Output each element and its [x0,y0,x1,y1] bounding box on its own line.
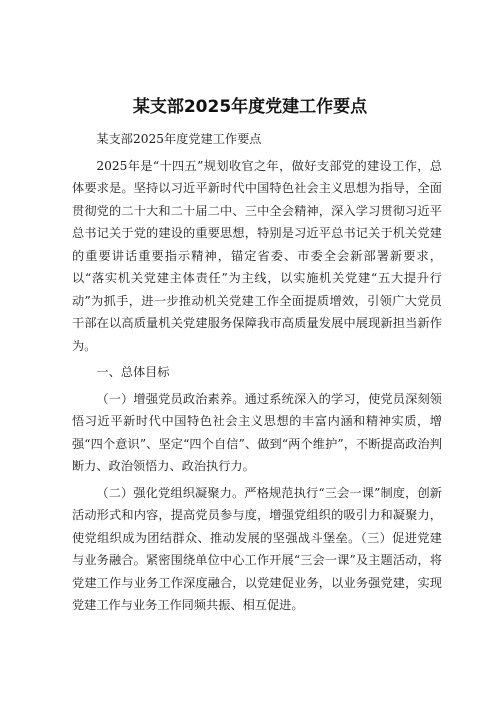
document-body [72,128,442,621]
paragraph-goal-1: （一）增强党员政治素养。通过系统深入的学习，使党员深刻领悟习近平新时代中国特色社会主义思想的丰富内涵和精神实质，增强“四个意识”、坚定“四个自信”、做到“两个维护”，不断提高政治判断力、政治领悟力、政治执行力。 [72,391,442,473]
document-subtitle: 某支部2025年度党建工作要点 [96,132,262,146]
section-heading-overall-goals: 一、总体目标 [96,365,170,379]
document-title: 某支部2025年度党建工作要点 [132,97,368,117]
paragraph-goal-2-3: （二）强化党组织凝聚力。严格规范执行“三会一课”制度，创新活动形式和内容，提高党员参与度，增强党组织的吸引力和凝聚力，使党组织成为团结群众、推动发展的坚强战斗堡垒。（三）促进党建与业务融合。紧密围绕单位中心工作开展“三会一课”及主题活动，将党建工作与业务工作深度融合，以党建促业务，以业务强党建，实现党建工作与业务工作同频共振、相互促进。 [72,485,442,612]
paragraph-intro: 2025年是“十四五”规划收官之年，做好支部党的建设工作，总体要求是。坚持以习近平新时代中国特色社会主义思想为指导，全面贯彻党的二十大和二十届二中、三中全会精神，深入学习贯彻习近平总书记关于党的建设的重要思想，特别是习近平总书记关于机关党建的重要讲话重要指示精神，锚定省委、市委全会新部署新要求，以“落实机关党建主体责任”为主线，以实施机关党建“五大提升行动”为抓手，进一步推动机关党建工作全面提质增效，引领广大党员干部在以高质量机关党建服务保障我市高质量发展中展现新担当新作为。 [72,158,442,353]
